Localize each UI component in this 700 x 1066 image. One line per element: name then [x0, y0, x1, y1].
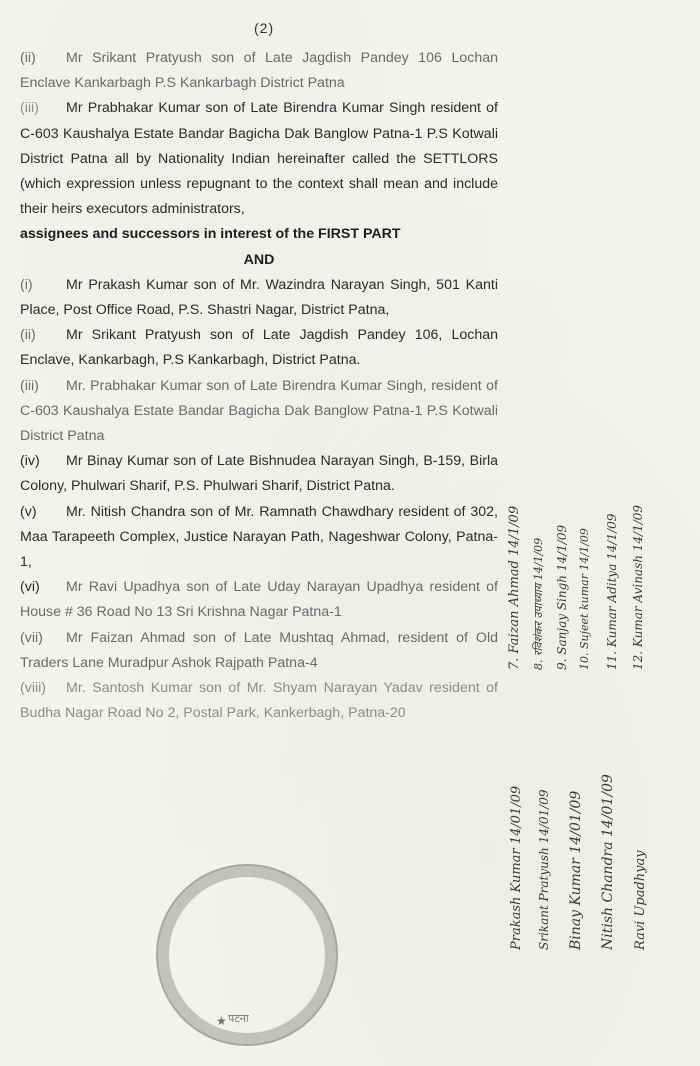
official-seal	[156, 864, 338, 1046]
paragraph-number: (iii)	[20, 100, 39, 117]
signature-line: Nitish Chandra 14/01/09	[600, 774, 616, 950]
trustee-paragraph-viii	[20, 676, 498, 726]
paragraph-number: (vii)	[20, 629, 43, 646]
deed-body	[20, 46, 498, 726]
paragraph-number: (iii)	[20, 377, 39, 394]
signature-line: 12. Kumar Avinash 14/1/09	[631, 504, 645, 670]
handwritten-signatures	[490, 380, 700, 980]
signature-line: Binay Kumar 14/01/09	[568, 790, 584, 950]
and-heading: AND	[243, 251, 275, 268]
settlor-paragraph-iii	[20, 96, 498, 222]
signature-line: Srikant Pratyush 14/01/09	[537, 789, 551, 950]
signature-line: Prakash Kumar 14/01/09	[509, 785, 524, 950]
paragraph-text: Mr Ravi Upadhya son of Late Uday Narayan Upadhya resident of House # 36 Road No 13 Sri Krishna Nagar Patna-1	[20, 579, 498, 621]
page-number: (2)	[254, 20, 275, 36]
paragraph-text: Mr Srikant Pratyush son of Late Jagdish Pandey 106 Lochan Enclave Kankarbagh P.S Kankarbagh District Patna	[20, 50, 498, 92]
paragraph-number: (ii)	[20, 50, 36, 66]
signature-line: 10. Sujeet kumar 14/1/09	[578, 528, 591, 670]
paragraph-text: Mr. Santosh Kumar son of Mr. Shyam Narayan Yadav resident of Budha Nagar Road No 2, Postal Park, Kankerbagh, Patna-20	[20, 680, 498, 722]
paragraph-number: (v)	[20, 503, 37, 520]
settlor-paragraph-ii	[20, 46, 498, 96]
paragraph-number: (iv)	[20, 453, 40, 470]
signature-line: 8. रविशंकर उपाध्याय 14/1/09	[532, 537, 545, 670]
first-part-line: assignees and successors in interest of the FIRST PART	[20, 226, 401, 243]
trustee-paragraph-iii	[20, 374, 498, 450]
signature-line: 11. Kumar Aditya 14/1/09	[605, 513, 619, 670]
trustee-paragraph-vii	[20, 626, 498, 676]
paragraph-text: Mr Prakash Kumar son of Mr. Wazindra Narayan Singh, 501 Kanti Place, Post Office Road, P.S. Shastri Nagar, District Patna,	[20, 276, 498, 319]
trustee-paragraph-v	[20, 500, 498, 576]
signature-line: 9. Sanjay Singh 14/1/09	[555, 524, 569, 670]
seal-text: पटना	[228, 1012, 249, 1025]
paragraph-text: Mr Prabhakar Kumar son of Late Birendra Kumar Singh resident of C-603 Kaushalya Estate Bandar Bagicha Dak Banglow Patna-1 P.S Kotwali District Patna all by Nationality Indian hereinafter called the SETTLORS (which expression unless repugnant to the context shall mean and include their heirs executors administrators,	[20, 100, 498, 218]
paragraph-text: Mr Binay Kumar son of Late Bishnudea Narayan Singh, B-159, Birla Colony, Phulwari Sharif, P.S. Phulwari Sharif, District Patna.	[20, 453, 498, 495]
paragraph-number: (viii)	[20, 680, 46, 697]
trustee-paragraph-i	[20, 273, 498, 323]
trustee-paragraph-ii	[20, 323, 498, 373]
paragraph-number: (vi)	[20, 579, 40, 596]
paragraph-number: (ii)	[20, 327, 36, 344]
signature-line: 7. Faizan Ahmad 14/1/09	[507, 505, 522, 670]
paragraph-text: Mr. Prabhakar Kumar son of Late Birendra Kumar Singh, resident of C-603 Kaushalya Estate Bandar Bagicha Dak Banglow Patna-1 P.S Kotwali District Patna	[20, 377, 498, 445]
paragraph-text: Mr Faizan Ahmad son of Late Mushtaq Ahmad, resident of Old Traders Lane Muradpur Ashok Rajpath Patna-4	[20, 629, 498, 671]
trustee-paragraph-iv	[20, 449, 498, 499]
paragraph-text: Mr Srikant Pratyush son of Late Jagdish Pandey 106, Lochan Enclave, Kankarbagh, P.S Kankarbagh, District Patna.	[20, 327, 498, 369]
paragraph-text: Mr. Nitish Chandra son of Mr. Ramnath Chawdhary resident of 302, Maa Tarapeeth Complex, Justice Narayan Path, Nageshwar Colony, Patna-1,	[20, 503, 498, 571]
star-icon: ★	[216, 1014, 227, 1028]
signature-line: Ravi Upadhyay	[633, 850, 648, 950]
trustee-paragraph-vi	[20, 575, 498, 625]
paragraph-number: (i)	[20, 276, 33, 293]
